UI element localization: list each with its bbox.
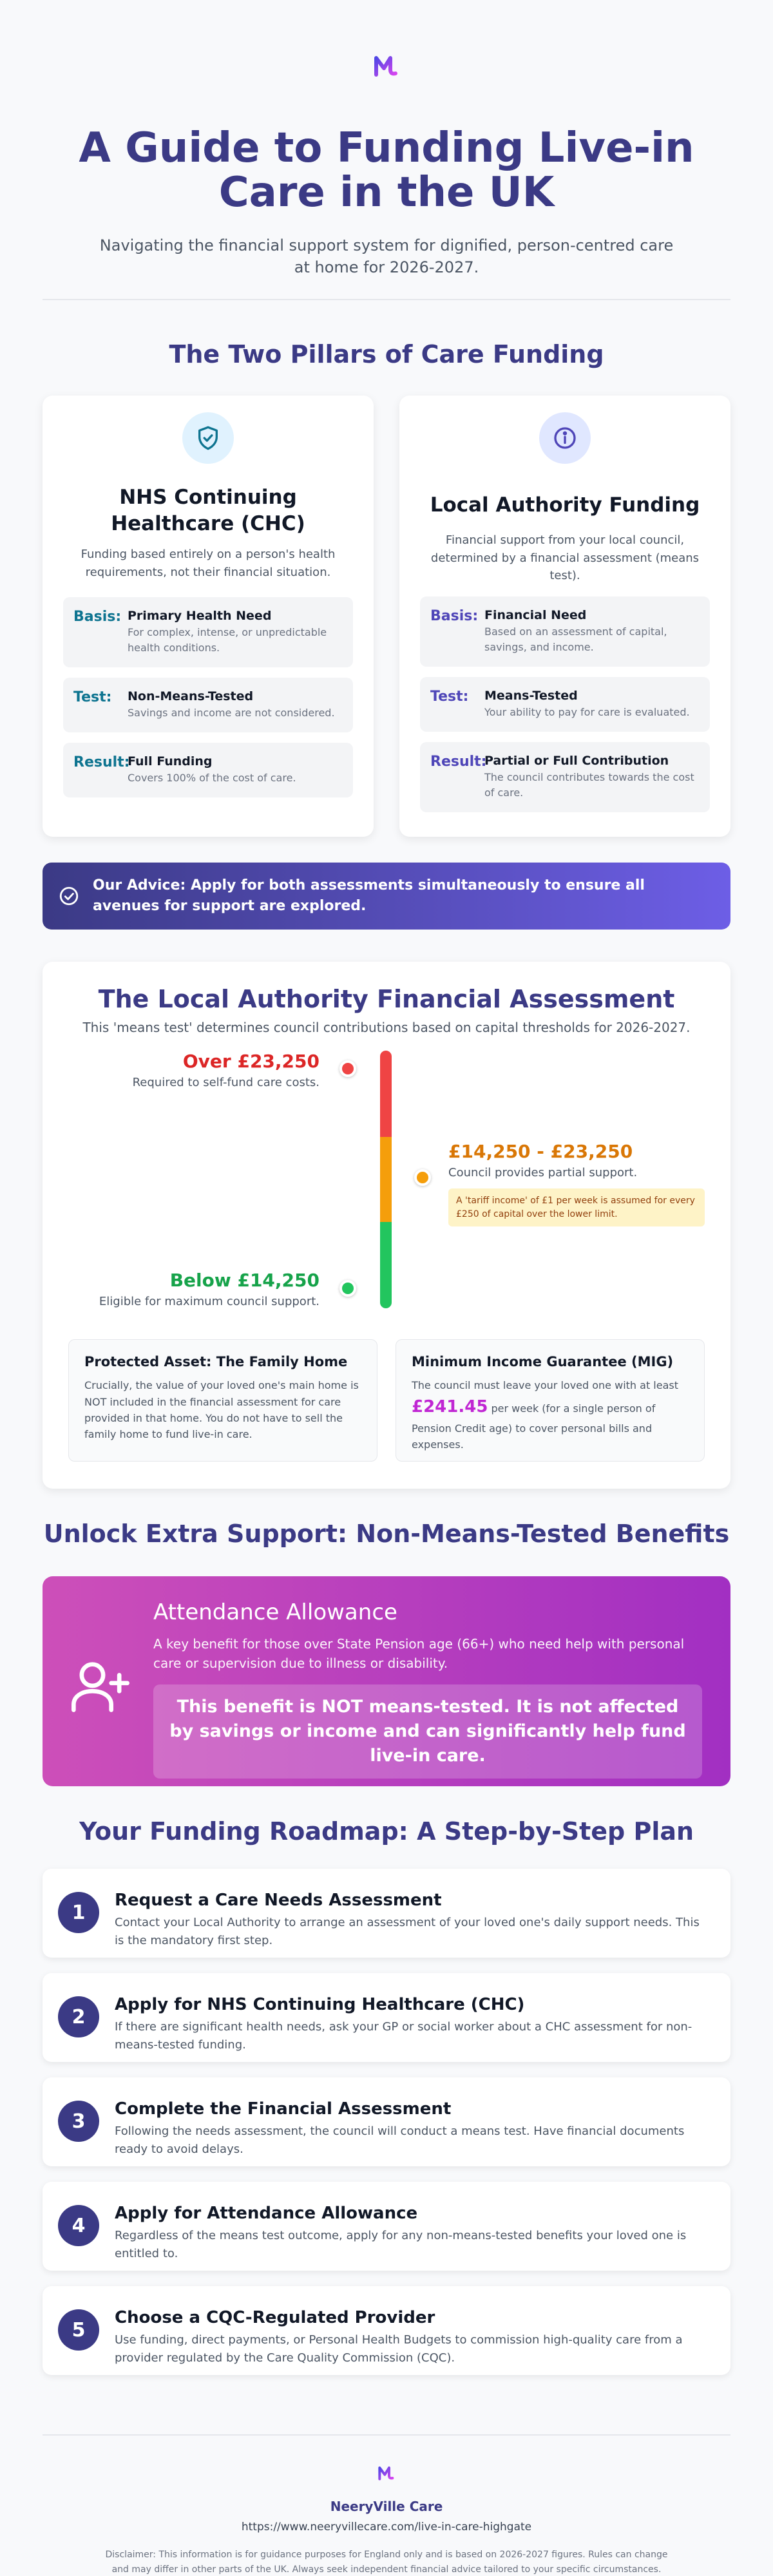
- pillar-row-result: [420, 742, 710, 812]
- upper-threshold-dot: [339, 1060, 356, 1077]
- divider: [43, 299, 730, 300]
- pillar-row-test: [420, 677, 710, 732]
- lower-threshold-label: [99, 1270, 320, 1308]
- roadmap-step: [43, 2077, 730, 2166]
- financial-assessment-card: [43, 962, 730, 1489]
- pillar-description: Funding based entirely on a person's health requirements, not their financial situation.: [81, 547, 336, 579]
- row-sub: Covers 100% of the cost of care.: [128, 771, 296, 784]
- step-title: Request a Care Needs Assessment: [115, 1891, 442, 1911]
- footer-disclaimer: Disclaimer: This information is for guidance purposes for England only and is based on 2026-2027 figures. Rules can change and may differ in other parts of the UK. Always seek independent financial advice tailored to your specific circumstances.: [105, 2550, 668, 2575]
- mig-text: [412, 1377, 689, 1453]
- step-title: Apply for NHS Continuing Healthcare (CHC): [115, 1995, 525, 2015]
- step-number: 4: [58, 2205, 99, 2246]
- pillar-description: Financial support from your local council, determined by a financial assessment (means test).: [430, 533, 700, 583]
- mig-title: Minimum Income Guarantee (MIG): [412, 1354, 674, 1370]
- row-title: Primary Health Need: [128, 608, 272, 623]
- row-title: Means-Tested: [484, 689, 578, 703]
- brand-logo-icon: [371, 50, 402, 81]
- row-sub: Your ability to pay for care is evaluated.: [484, 706, 690, 719]
- page-title: A Guide to Funding Live-in Care in the UK: [79, 124, 694, 217]
- lower-threshold-text: Eligible for maximum council support.: [99, 1295, 320, 1309]
- footer-url-link[interactable]: https://www.neeryvillecare.com/live-in-care-highgate: [241, 2521, 532, 2534]
- pillars-section-title: The Two Pillars of Care Funding: [169, 340, 604, 369]
- row-sub: Savings and income are not considered.: [128, 706, 335, 719]
- benefit-note: This benefit is NOT means-tested. It is not affected by savings or income and can significantly help fund live-in care.: [153, 1684, 702, 1778]
- protected-asset-title: Protected Asset: The Family Home: [84, 1354, 348, 1370]
- pillar-row-basis: [420, 596, 710, 667]
- row-sub: For complex, intense, or unpredictable health conditions.: [128, 625, 327, 654]
- lower-threshold-amount: Below £14,250: [169, 1270, 320, 1292]
- middle-threshold-bar: [380, 1137, 392, 1222]
- pillar-title: Local Authority Funding: [430, 493, 700, 517]
- footer: [0, 2436, 773, 2576]
- advice-text: Our Advice: Apply for both assessments simultaneously to ensure all avenues for support are explored.: [93, 877, 645, 915]
- pillar-card-chc: [43, 396, 374, 837]
- financial-assessment-subtitle: This 'means test' determines council contributions based on capital thresholds for 2026-2027.: [82, 1020, 691, 1036]
- row-title: Partial or Full Contribution: [484, 754, 669, 768]
- row-label: Basis:: [430, 608, 479, 625]
- roadmap-step: [43, 2182, 730, 2271]
- row-sub: Based on an assessment of capital, savings, and income.: [484, 625, 667, 654]
- upper-threshold-text: Required to self-fund care costs.: [132, 1076, 320, 1090]
- footer-brand-name: NeeryVille Care: [330, 2499, 443, 2515]
- roadmap-section-title: Your Funding Roadmap: A Step-by-Step Plan: [79, 1817, 694, 1846]
- info-boxes: [43, 1339, 730, 1462]
- roadmap-step: [43, 1869, 730, 1958]
- pillar-row-basis: [63, 597, 353, 667]
- mig-value: £241.45: [412, 1397, 488, 1417]
- step-title: Choose a CQC-Regulated Provider: [115, 2308, 435, 2328]
- middle-threshold-amount: £14,250 - £23,250: [448, 1141, 633, 1163]
- mig-rest: per week (for a single person of Pension Credit age) to cover personal bills and expenses.: [412, 1402, 656, 1451]
- capital-threshold-timeline: [43, 1051, 730, 1321]
- check-circle-icon: [58, 885, 80, 907]
- step-description: Use funding, direct payments, or Personal Health Budgets to commission high-quality care from a provider regulated by the Care Quality Commission (CQC).: [115, 2333, 683, 2365]
- lower-threshold-dot: [339, 1280, 356, 1297]
- middle-threshold-label: [448, 1141, 705, 1226]
- step-description: Contact your Local Authority to arrange an assessment of your loved one's daily support needs. This is the mandatory first step.: [115, 1916, 700, 1948]
- upper-threshold-bar: [380, 1051, 392, 1137]
- middle-threshold-text: Council provides partial support.: [448, 1166, 638, 1180]
- pillar-row-test: [63, 678, 353, 732]
- row-label: Test:: [430, 689, 469, 705]
- roadmap-step: [43, 1973, 730, 2062]
- pillar-title: NHS Continuing Healthcare (CHC): [111, 486, 305, 535]
- user-plus-icon: [68, 1599, 152, 1763]
- mig-intro: The council must leave your loved one with at least: [412, 1379, 679, 1392]
- pillars-container: [43, 396, 730, 837]
- benefit-name: Attendance Allowance: [153, 1599, 397, 1626]
- upper-threshold-label: [133, 1051, 320, 1089]
- step-number: 2: [58, 1996, 99, 2037]
- row-title: Financial Need: [484, 608, 587, 623]
- pillar-row-result: [63, 743, 353, 797]
- pillar-card-local-authority: [399, 396, 730, 837]
- step-number: 5: [58, 2309, 99, 2351]
- footer-logo-icon: [376, 2463, 397, 2483]
- row-label: Basis:: [73, 608, 122, 625]
- step-number: 1: [58, 1892, 99, 1933]
- row-title: Non-Means-Tested: [128, 689, 254, 703]
- row-label: Test:: [73, 689, 112, 705]
- step-description: Following the needs assessment, the council will conduct a means test. Have financial documents ready to avoid delays.: [115, 2124, 685, 2157]
- attendance-allowance-body: [153, 1599, 702, 1766]
- row-label: Result:: [73, 754, 130, 770]
- step-description: Regardless of the means test outcome, apply for any non-means-tested benefits your loved one is entitled to.: [115, 2229, 687, 2261]
- row-sub: The council contributes towards the cost of care.: [484, 771, 694, 799]
- benefits-section-title: Unlock Extra Support: Non-Means-Tested Benefits: [43, 1520, 730, 1549]
- upper-threshold-amount: Over £23,250: [182, 1051, 320, 1073]
- financial-assessment-title: The Local Authority Financial Assessment: [98, 985, 675, 1014]
- protected-asset-text: Crucially, the value of your loved one's main home is NOT included in the financial assessment for care provided in that home. You do not have to sell the family home to fund live-in care.: [84, 1379, 359, 1441]
- info-icon: [539, 412, 591, 464]
- shield-check-icon: [182, 412, 234, 464]
- page-subtitle: Navigating the financial support system for dignified, person-centred care at home for 2026-2027.: [99, 236, 674, 277]
- step-description: If there are significant health needs, ask your GP or social worker about a CHC assessment for non-means-tested funding.: [115, 2020, 692, 2052]
- lower-threshold-bar: [380, 1222, 392, 1308]
- row-title: Full Funding: [128, 754, 213, 768]
- middle-threshold-dot: [414, 1169, 431, 1186]
- advice-banner: [43, 863, 730, 930]
- header: [0, 0, 773, 278]
- attendance-allowance-card: [43, 1576, 730, 1786]
- roadmap-step: [43, 2286, 730, 2375]
- tariff-income-note: A 'tariff income' of £1 per week is assumed for every £250 of capital over the lower limit.: [448, 1188, 705, 1226]
- step-title: Complete the Financial Assessment: [115, 2099, 452, 2119]
- protected-asset-box: [68, 1339, 377, 1462]
- mig-box: [396, 1339, 705, 1462]
- row-label: Result:: [430, 754, 487, 770]
- step-title: Apply for Attendance Allowance: [115, 2204, 418, 2224]
- step-number: 3: [58, 2101, 99, 2142]
- benefit-description: A key benefit for those over State Pension age (66+) who need help with personal care or supervision due to illness or disability.: [153, 1636, 685, 1672]
